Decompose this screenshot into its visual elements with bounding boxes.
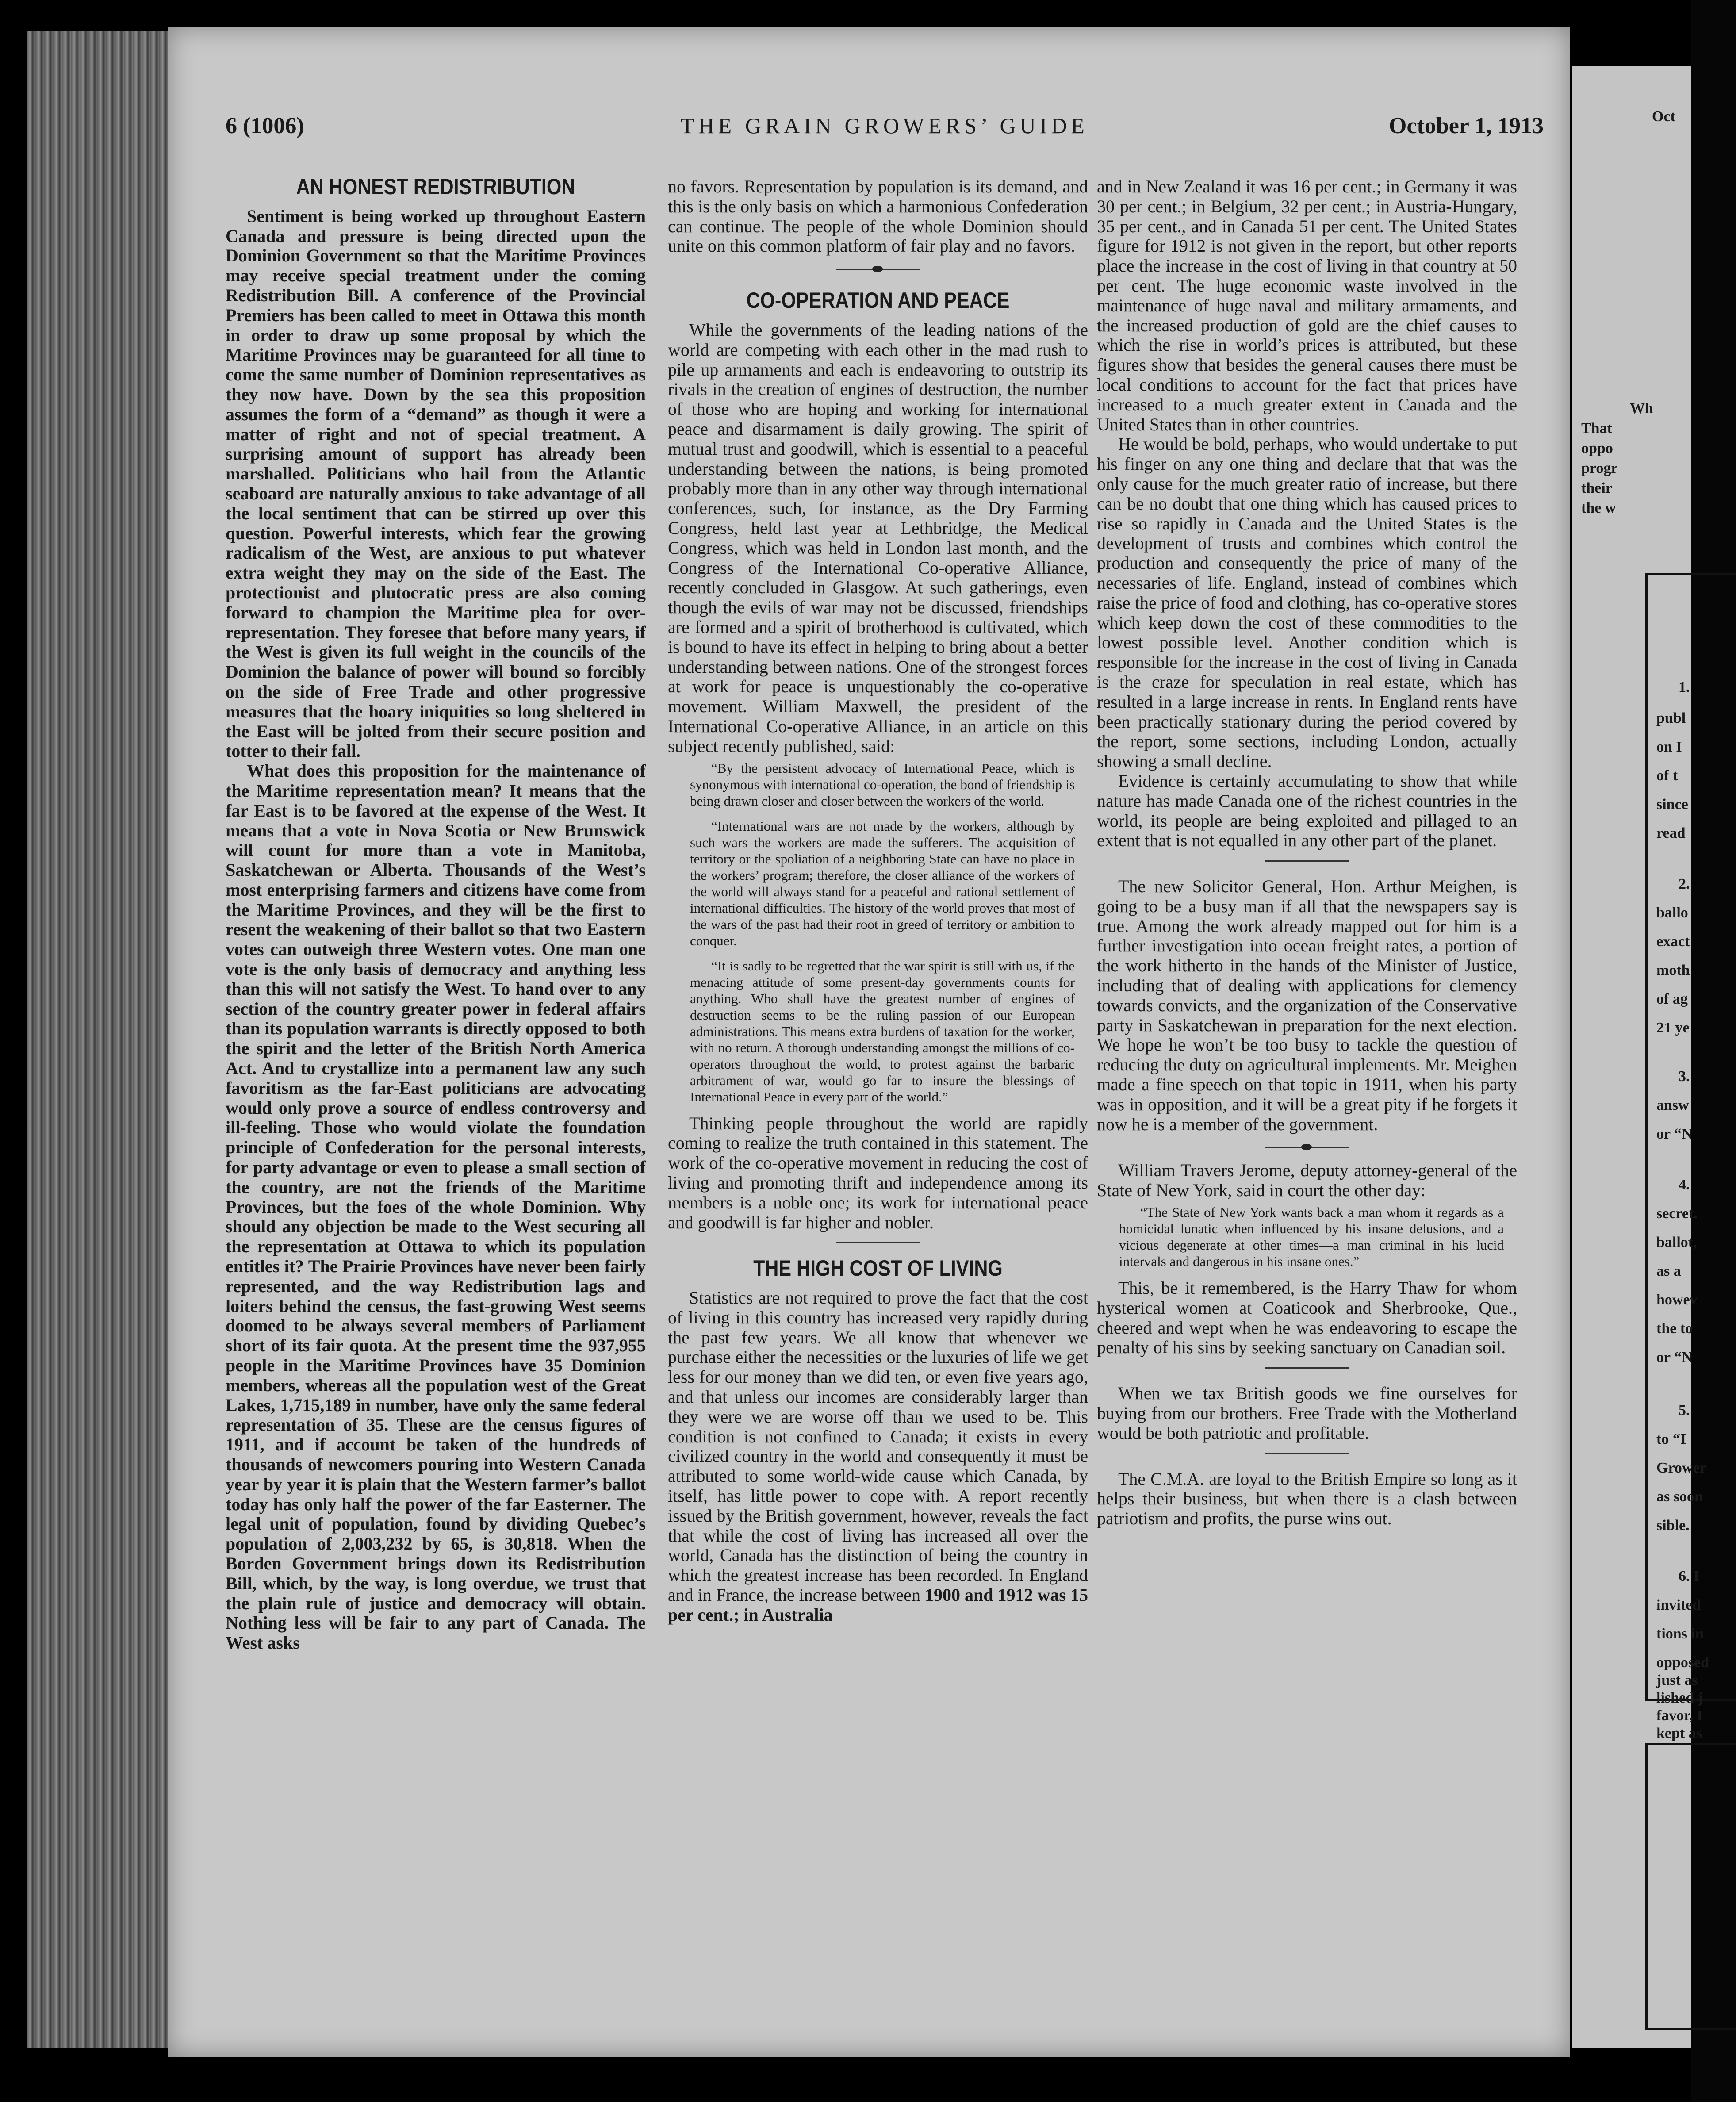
adjacent-line: lished j bbox=[1656, 1690, 1703, 1706]
redistribution-paragraph-2 bbox=[226, 761, 646, 1653]
redistribution-paragraph-1: Sentiment is being worked up throughout Eastern Canada and pressure is being directed upon the Dominion Government so that the Maritime Provinces may receive special treatment under the coming Redistribution Bill. A conference of the Provincial Premiers has been called to meet in Ottawa this month in order to draw up some proposal by which the Maritime Provinces may be guaranteed for all time to come the same number of Dominion representatives as they now have. Down by the sea this proposition assumes the form of a “demand” as though it were a matter of right and not of special treatment. A surprising amount of support has already been marshalled. Politicians who hail from the Atlantic seaboard are naturally anxious to take advantage of all the local sentiment that can be stirred up over this question. Powerful interests, which fear the growing radicalism of the West, are anxious to put whatever extra weight they may on the side of the East. The protectionist and plutocratic press are also coming forward to champion the Maritime plea for over-representation. They foresee that before many years, if the West is given its full weight in the councils of the Dominion the balance of power will bound so forcibly on the side of Free Trade and other progressive measures that the hoary iniquities so long sheltered in the East will be jolted from their secure position and totter to their fall. bbox=[226, 206, 646, 761]
masthead: THE GRAIN GROWERS’ GUIDE bbox=[681, 113, 1088, 138]
redistribution-paragraph-2-bold: Nothing less will be fair to any part of Canada. The West asks bbox=[226, 1613, 646, 1653]
adjacent-line: read bbox=[1656, 825, 1686, 841]
editorial-cma: The C.M.A. are loyal to the British Empire so long as it helps their business, but when there is a clash between patriotism and profits, the purse wins out. bbox=[1097, 1469, 1517, 1529]
headline-redistribution: AN HONEST REDISTRIBUTION bbox=[296, 174, 575, 199]
editorial-thaw: This, be it remembered, is the Harry Thaw for whom hysterical women at Coaticook and Sherbrooke, Que., cheered and wept when he was endeavoring to escape the penalty of his sins by seeking sanctuary on Canadian soil. bbox=[1097, 1278, 1517, 1358]
editorial-meighen: The new Solicitor General, Hon. Arthur Meighen, is going to be a busy man if all that the newspapers say is true. Among the work already mapped out for him is a further investigation into ocean freight rates, a portion of the work hitherto in the hands of the Minister of Justice, including that of dealing with applications for clemency towards convicts, and the organization of the Conservative party in Saskatchewan in preparation for the next election. We hope he won’t be too busy to tackle the question of reducing the duty on agricultural implements. Mr. Meighen made a fine speech on that topic in 1911, when his party was in opposition, and it will be a great pity if he forgets it now he is a member of the government. bbox=[1097, 876, 1517, 1134]
adjacent-line: Wh bbox=[1630, 400, 1653, 417]
adjacent-line: ballot, bbox=[1656, 1234, 1697, 1250]
maxwell-quote-3: “It is sadly to be regretted that the war spirit is still with us, if the menacing attitude of some present-day governments counts for anything. Who shall have the greatest number of engines of destruction seems to be the ruling passion of our European administrations. This means extra burdens of taxation for the worker, with no return. A thorough understanding amongst the millions of co-operators throughout the world, to protest against the barbaric arbitrament of war, would go far to insure the blessings of International Peace in every part of the world.” bbox=[690, 958, 1075, 1105]
adjacent-line: 6. I bbox=[1679, 1568, 1700, 1584]
adjacent-line: the w bbox=[1581, 500, 1616, 516]
jerome-quote: “The State of New York wants back a man whom it regards as a homicidal lunatic when influenced by his insane delusions, and a vicious degenerate at other times—a man criminal in his lucid intervals and dangerous in his insane ones.” bbox=[1119, 1204, 1504, 1270]
adjacent-line: as soon bbox=[1656, 1488, 1703, 1505]
maxwell-quote-2: “International wars are not made by the workers, although by such wars the workers are made the sufferers. The acquisition of territory or the spoliation of a neighboring State can have no place in the workers’ program; therefore, the closer alliance of the workers of the world will always stand for a peaceful and rational settlement of international difficulties. The history of the world proves that most of the wars of the past had their root in greed of territory or ambition to conquer. bbox=[690, 818, 1075, 948]
adjacent-line: their bbox=[1581, 480, 1612, 496]
adjacent-line: exact bbox=[1656, 933, 1690, 950]
redistribution-paragraph-2-text: What does this proposition for the maintenance of the Maritime representation mean? It means that the far East is to be favored at the expense of the West. It means that a vote in Nova Scotia or New Brunswick will count for more than a vote in Manitoba, Saskatchewan or Alberta. Thousands of the West’s most enterprising farmers and citizens have come from the Maritime Provinces, and they will be the first to resent the weakening of their ballot so that two Eastern votes can outweigh three Western votes. One man one vote is the only basis of democracy and anything less than this will not satisfy the West. To hand over to any section of the country greater power in federal affairs than its population warrants is directly opposed to both the spirit and the letter of the British North America Act. And to crystallize into a permanent law any such favoritism as the far-East politicians are advocating would only prove a source of endless controversy and ill-feeling. Those who would violate the foundation principle of Confederation for the personal interests, for party advantage or even to please a small section of the country, are not the friends of the Maritime Provinces, but the foes of the whole Dominion. Why should any objection be made to the West securing all the representation at Ottawa to which its population entitles it? The Prairie Provinces have never been fairly represented, and the way Redistribution lags and loiters behind the census, the fast-growing West seems doomed to be always several members of Parliament short of its fair quota. At the present time the 937,955 people in the Maritime Provinces have 35 Dominion members, whereas all the population west of the Great Lakes, 1,715,189 in number, have only the same federal representation of 35. These are the census figures of 1911, and if account be taken of the hundreds of thousands of newcomers pouring into Western Canada year by year it is plain that the Western farmer’s ballot today has only half the power of the far Easterner. The legal unit of population, found by dividing Quebec’s population of 2,003,232 by 65, is 30,818. When the Borden Government brings down its Redistribution Bill, which, by the way, is long overdue, we trust that the plain rule of justice and democracy will obtain. bbox=[226, 761, 646, 1613]
adjacent-line: That bbox=[1581, 420, 1612, 437]
adjacent-box-2 bbox=[1645, 1743, 1736, 2030]
living-paragraph-1 bbox=[668, 1288, 1088, 1625]
headline-cooperation-peace: CO-OPERATION AND PEACE bbox=[746, 288, 1010, 313]
adjacent-line: of ag bbox=[1656, 991, 1688, 1007]
editorial-tax: When we tax British goods we fine ourselves for buying from our brothers. Free Trade with the Motherland would be both patriotic and profitable. bbox=[1097, 1383, 1517, 1443]
living-continued: and in New Zealand it was 16 per cent.; in Germany it was 30 per cent.; in Belgium, 32 per cent.; in Austria-Hungary, 35 per cent., and in Canada 51 per cent. The United States figure for 1912 is not given in the report, but other reports place the increase in the cost of living in that country at 50 per cent. The huge economic waste involved in the maintenance of huge naval and military armaments, and the increased production of gold are the chief causes to which the rise in world’s prices is attributed, but these figures show that besides the general causes there must be local conditions to account for the fact that prices have increased to a much greater extent in Canada and the United States than in other countries. bbox=[1097, 176, 1517, 434]
adjacent-line: 2. bbox=[1679, 876, 1690, 892]
bound-page-edges bbox=[27, 31, 168, 2048]
adjacent-line: 3. bbox=[1679, 1068, 1690, 1085]
column-3 bbox=[1097, 177, 1517, 1529]
editorial-divider bbox=[1097, 1134, 1517, 1161]
adjacent-page-fragment bbox=[1572, 66, 1709, 2048]
adjacent-line: favor, I bbox=[1656, 1707, 1703, 1724]
adjacent-line: invited bbox=[1656, 1597, 1701, 1613]
editorial-rule-1 bbox=[1265, 860, 1349, 862]
adjacent-page-date: Oct bbox=[1652, 108, 1675, 125]
editorial-rule-3 bbox=[1265, 1453, 1349, 1454]
redistribution-continued: no favors. Representation by population is its demand, and this is the only basis on which a harmonious Confederation can continue. The people of the whole Dominion should unite on this common platform of fair play and no favors. bbox=[668, 176, 1088, 256]
adjacent-line: since bbox=[1656, 796, 1688, 813]
editorial-jerome: William Travers Jerome, deputy attorney-general of the State of New York, said in court the other day: bbox=[1097, 1160, 1517, 1201]
adjacent-line: of t bbox=[1656, 767, 1678, 784]
adjacent-line: the to bbox=[1656, 1320, 1693, 1337]
adjacent-line: answ bbox=[1656, 1097, 1689, 1113]
living-paragraph-1-bold: 1900 and 1912 was 15 per cent.; in Australia bbox=[668, 1585, 1088, 1625]
living-paragraph-1-text: Statistics are not required to prove the fact that the cost of living in this country has increased very rapidly during the past few years. We all know that whenever we purchase either the necessities or the luxuries of life we get less for our money than we did ten, or even five years ago, and that unless our incomes are considerably larger than they were we are worse off than we used to be. This condition is not confined to Canada; it exists in every civilized country in the world and consequently it must be attributed to some world-wide cause which Canada, by itself, has little power to cope with. A report recently issued by the British government, however, reveals the fact that while the cost of living has increased all over the world, Canada has the distinction of being the country in which the greatest increase has been recorded. In England and in France, the increase between bbox=[668, 1288, 1088, 1605]
column-1 bbox=[226, 174, 646, 1653]
peace-paragraph-1: While the governments of the leading nations of the world are competing with each other in the mad rush to pile up armaments and each is endeavoring to outstrip its rivals in the creation of engines of destruction, the number of those who are hoping and working for international peace and disarmament is daily growing. The spirit of mutual trust and goodwill, which is essential to a peaceful understanding between the nations, is being promoted probably more than in any other way through international conferences, such, for instance, as the Dry Farming Congress, held last year at Lethbridge, the Medical Congress, which was held in London last month, and the Congress of the International Co-operative Alliance, recently concluded in Glasgow. At such gatherings, even though the evils of war may not be discussed, friendships are formed and a spirit of brotherhood is cultivated, which is bound to have its effect in helping to bring about a better understanding between nations. One of the strongest forces at work for peace is unquestionably the co-operative movement. William Maxwell, the president of the International Co-operative Alliance, in an article on this subject recently published, said: bbox=[668, 319, 1088, 756]
adjacent-line: publ bbox=[1656, 710, 1686, 726]
adjacent-line: 5. bbox=[1679, 1402, 1690, 1419]
adjacent-line: tions in bbox=[1656, 1626, 1704, 1642]
adjacent-line: or “N bbox=[1656, 1349, 1693, 1366]
adjacent-line: 21 ye bbox=[1656, 1020, 1690, 1036]
adjacent-line: moth bbox=[1656, 962, 1690, 978]
adjacent-line: Grower bbox=[1656, 1460, 1706, 1476]
column-2 bbox=[668, 177, 1088, 1625]
issue-date: October 1, 1913 bbox=[1389, 113, 1544, 138]
adjacent-line: progr bbox=[1581, 460, 1618, 476]
page-number: 6 (1006) bbox=[226, 113, 304, 138]
adjacent-line: or “N bbox=[1656, 1126, 1693, 1142]
adjacent-line: to “I bbox=[1656, 1431, 1686, 1447]
maxwell-quote-1: “By the persistent advocacy of International Peace, which is synonymous with international co-operation, the bond of friendship is being drawn closer and closer between the workers of the world. bbox=[690, 760, 1075, 809]
adjacent-line: 1. bbox=[1679, 679, 1690, 695]
peace-paragraph-2: Thinking people throughout the world are rapidly coming to realize the truth contained in this statement. The work of the co-operative movement in reducing the cost of living and promoting thrift and independence among its members is a noble one; its work for international peace and goodwill is far higher and nobler. bbox=[668, 1113, 1088, 1232]
adjacent-line: secret. bbox=[1656, 1205, 1698, 1222]
living-paragraph-3: Evidence is certainly accumulating to show that while nature has made Canada one of the richest countries in the world, its people are being exploited and pillaged to an extent that is not equalled in any other part of the planet. bbox=[1097, 771, 1517, 851]
headline-high-cost-living: THE HIGH COST OF LIVING bbox=[753, 1256, 1003, 1281]
adjacent-line: howev bbox=[1656, 1292, 1698, 1308]
adjacent-line: just as bbox=[1656, 1672, 1698, 1688]
adjacent-line: 4. bbox=[1679, 1177, 1690, 1193]
adjacent-line: ballo bbox=[1656, 905, 1688, 921]
adjacent-line: as a bbox=[1656, 1263, 1681, 1279]
editorial-rule-2 bbox=[1265, 1367, 1349, 1369]
living-paragraph-2: He would be bold, perhaps, who would undertake to put his finger on any one thing and declare that that was the only cause for the much greater ratio of increase, but there can be no doubt that one thing which has caused prices to rise so rapidly in Canada and the United States is the development of trusts and combines which control the production and consequently the price of many of the necessaries of life. England, instead of combines which raise the price of food and clothing, has co-operative stores which keep down the cost of these commodities to the lowest possible level. Another condition which is responsible for the increase in the cost of living in Canada is the craze for speculation in real estate, which has resulted in a large increase in rents. In England rents have been practically stationary during the period covered by the report, some sections, including London, actually showing a small decline. bbox=[1097, 434, 1517, 771]
adjacent-line: oppo bbox=[1581, 440, 1613, 456]
adjacent-line: on I bbox=[1656, 739, 1682, 755]
adjacent-line: sible. bbox=[1656, 1517, 1690, 1534]
newspaper-page bbox=[168, 27, 1570, 2057]
adjacent-line: opposed bbox=[1656, 1654, 1709, 1671]
adjacent-line: kept as bbox=[1656, 1725, 1702, 1741]
section-divider bbox=[668, 256, 1088, 283]
section-rule bbox=[836, 1242, 920, 1243]
page-header bbox=[226, 113, 1544, 157]
